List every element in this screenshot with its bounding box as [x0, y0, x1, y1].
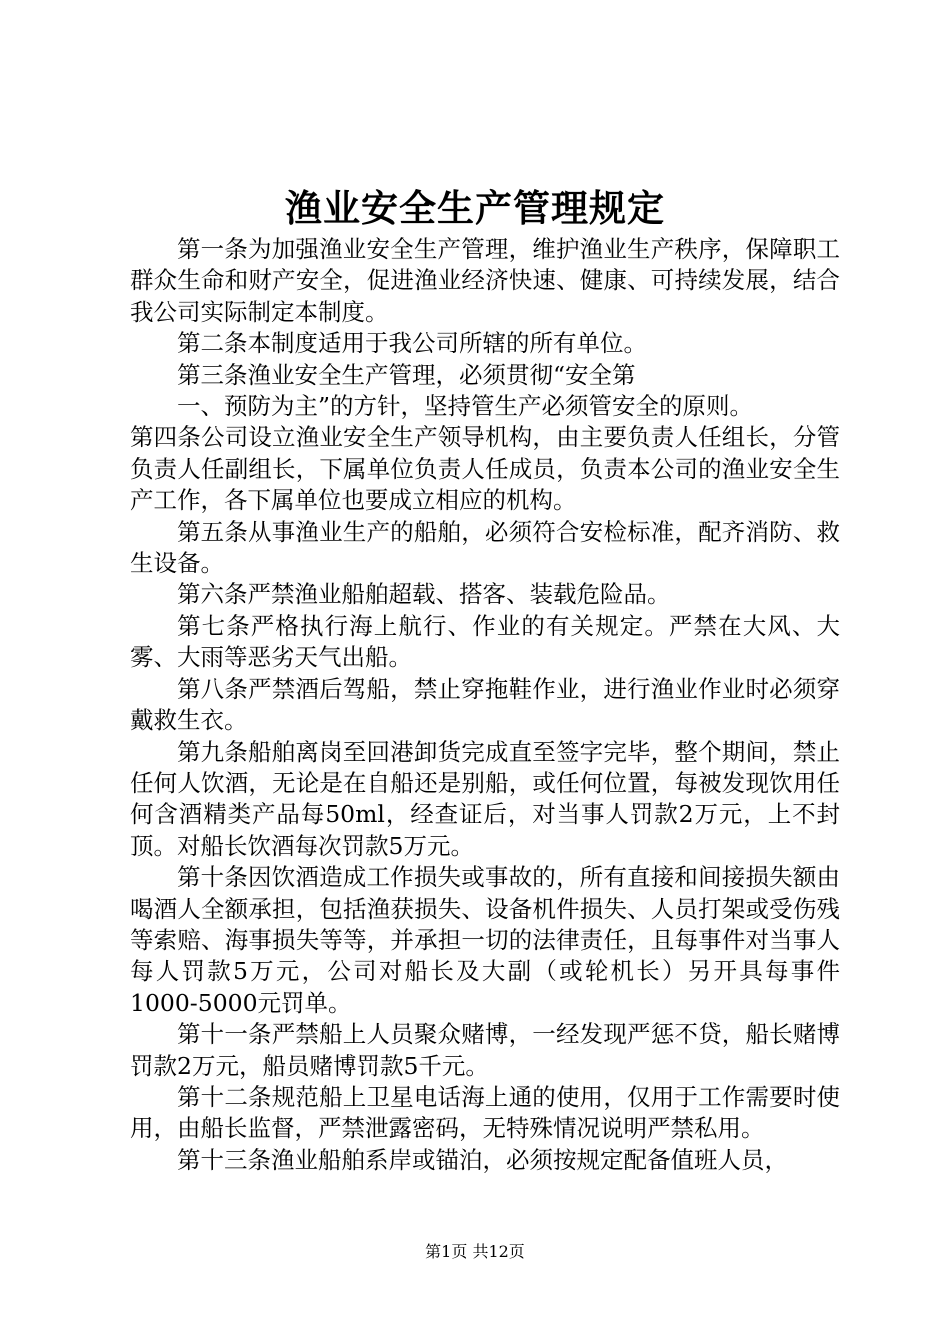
- article-5: 第五条从事渔业生产的船舶，必须符合安检标准，配齐消防、救生设备。: [130, 517, 840, 578]
- article-4: 第四条公司设立渔业安全生产领导机构，由主要负责人任组长，分管负责人任副组长，下属单位负责人任成员，负责本公司的渔业安全生产工作，各下属单位也要成立相应的机构。: [130, 423, 840, 515]
- article-13: 第十三条渔业船舶系岸或锚泊，必须按规定配备值班人员，: [177, 1145, 788, 1174]
- page-number-footer: 第1页 共12页: [425, 1242, 525, 1261]
- article-10: 第十条因饮酒造成工作损失或事故的，所有直接和间接损失额由喝酒人全额承担，包括渔获损失、设备机件损失、人员打架或受伤残等索赔、海事损失等等，并承担一切的法律责任，且每事件对当事人每人罚款5万元，公司对船长及大副（或轮机长）另开具每事件1000-5000元罚单。: [130, 863, 840, 1017]
- article-12: 第十二条规范船上卫星电话海上通的使用，仅用于工作需要时使用，由船长监督，严禁泄露密码，无特殊情况说明严禁私用。: [130, 1082, 840, 1143]
- article-6: 第六条严禁渔业船舶超载、搭客、装载危险品。: [177, 580, 671, 609]
- article-3: 第三条渔业安全生产管理，必须贯彻“安全第: [177, 360, 636, 389]
- article-11: 第十一条严禁船上人员聚众赌博，一经发现严惩不贷，船长赌博罚款2万元，船员赌博罚款5千元。: [130, 1020, 840, 1080]
- article-9: 第九条船舶离岗至回港卸货完成直至签字完毕，整个期间，禁止任何人饮酒，无论是在自船还是别船，或任何位置，每被发现饮用任何含酒精类产品每50ml，经查证后，对当事人罚款2万元，上不封顶。对船长饮酒每次罚款5万元。: [130, 737, 840, 860]
- article-1: 第一条为加强渔业安全生产管理，维护渔业生产秩序，保障职工群众生命和财产安全，促进渔业经济快速、健康、可持续发展，结合我公司实际制定本制度。: [130, 235, 840, 326]
- document-body: [130, 234, 840, 1176]
- document-title: 渔业安全生产管理规定: [285, 187, 665, 230]
- article-7: 第七条严格执行海上航行、作业的有关规定。严禁在大风、大雾、大雨等恶劣天气出船。: [130, 611, 840, 672]
- article-2: 第二条本制度适用于我公司所辖的所有单位。: [177, 329, 647, 358]
- article-3-continued: 一、预防为主”的方针，坚持管生产必须管安全的原则。: [177, 392, 754, 421]
- article-8: 第八条严禁酒后驾船，禁止穿拖鞋作业，进行渔业作业时必须穿戴救生衣。: [130, 674, 840, 735]
